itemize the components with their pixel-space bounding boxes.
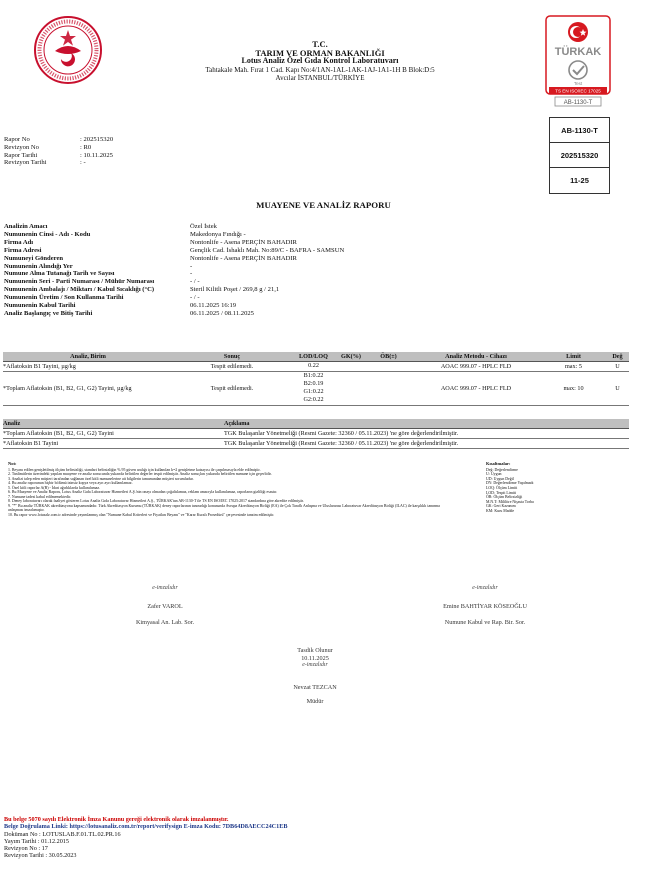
result-eval: U — [606, 361, 629, 371]
note-item: 4. Bu analiz raporunun hiçbir bölümü izinsiz kopya veya ayrı ayrı kullanılamaz. — [8, 481, 133, 485]
svg-text:AB-1130-T: AB-1130-T — [563, 100, 593, 106]
id-box-report-no: 202515320 — [550, 143, 609, 168]
col-analysis: Analiz, Birim — [3, 352, 173, 361]
abbreviation-item: M.N.T: Mililitre Nişasta Torba — [486, 499, 534, 504]
sample-info — [4, 223, 490, 318]
id-box-accreditation: AB-1130-T — [550, 118, 609, 143]
col-lod: LOD/LOQ — [291, 352, 336, 361]
signer-right-name: Emine BAHTİYAR KÖSEOĞLU — [443, 603, 527, 610]
info-row — [4, 263, 490, 271]
limit-row — [3, 428, 629, 438]
result-limit: max: 10 — [541, 371, 606, 405]
limit-analysis: *Toplam Aflatoksin (B1, B2, G1, G2) Tayini — [3, 428, 224, 438]
info-key: Firma Adresi — [4, 246, 42, 254]
info-row — [4, 302, 490, 310]
note-item: 1. Beyanı edilen genişletilmiş ölçüm belirsizliği, standart belirsizliğin % 95 güven aralığı için kullanılan k=2 genişletme katsayısı ile çarpılmasıyla elde edilmiştir. — [8, 467, 261, 472]
note-item: 3. Analizi talep eden müşteri tarafından sağlanan özel kitli numunelerine ait bilgilerin tamamından müşteri sorumludur. — [8, 476, 194, 481]
col-lim-desc: Açıklama — [224, 419, 629, 428]
lod-value: G1:0.22 — [303, 388, 324, 396]
info-row — [4, 278, 490, 286]
svg-text:Test: Test — [573, 81, 583, 86]
info-key: Numunenin Ambalajı / Miktarı / Kabul Sıcaklığı (°C) — [4, 286, 155, 294]
result-value: Tespit edilemedi. — [173, 371, 291, 405]
ministry-seal-logo — [33, 15, 103, 85]
lod-value: B1:0.22 — [303, 371, 324, 379]
result-method: AOAC 999.07 - HPLC FLD — [411, 361, 541, 371]
report-id-box — [549, 117, 610, 194]
esign-warning: Bu belge 5070 sayılı Elektronik İmza Kanunu gereği elektronik olarak imzalanmıştır. — [4, 816, 229, 823]
info-value: - — [190, 270, 193, 278]
info-value: - / - — [190, 294, 200, 302]
info-row — [4, 223, 490, 231]
abbreviation-item: Değ: Değerlendirme — [486, 467, 518, 472]
info-row — [4, 310, 490, 318]
result-row — [3, 361, 629, 371]
signer-left-role: Kimyasal An. Lab. Sor. — [135, 619, 195, 626]
limit-analysis: *Aflatoksin B1 Tayini — [3, 438, 224, 448]
note-item: 7. Numune iadesi kabul edilmemektedir. — [8, 494, 72, 499]
lod-value: G2:0.22 — [303, 396, 324, 404]
abbreviation-item: UD: Uygun Değil — [486, 476, 514, 481]
header-line-tc: T.C. — [312, 39, 328, 49]
header-line-address: Tahtakale Mah. Fırat 1 Cad. Kapı No:4/1AN-1AL-1AK-1AJ-1A1-1H B Blok:D:5 — [205, 65, 435, 74]
info-value: Özel İstek — [190, 223, 217, 230]
result-method: AOAC 999.07 - HPLC FLD — [411, 371, 541, 405]
col-lim-analysis: Analiz — [3, 419, 224, 428]
limit-desc: TGK Bulaşanlar Yönetmeliği (Resmi Gazete: 32360 / 05.11.2023) 'ne göre değerlendirilmiştir. — [224, 438, 629, 448]
col-method: Analiz Metodu - Cihazı — [411, 352, 541, 361]
info-key: Numunenin Seri - Parti Numarası / Mühür Numarası — [4, 278, 155, 286]
info-key: Firma Adı — [4, 238, 34, 246]
verification-link[interactable]: Belge Doğrulama Linki: https://lotusanaliz.com.tr/report/verifysign E-imza Kodu: 7DB64D8AECC24C1EB — [4, 823, 288, 831]
signer-left-name: Zafer VAROL — [147, 603, 183, 610]
header-line-ministry: TARIM VE ORMAN BAKANLIĞI — [255, 47, 385, 58]
notes-section — [8, 462, 448, 517]
meta-value: : R0 — [80, 143, 92, 151]
header-line-city: Avcılar İSTANBUL/TÜRKİYE — [275, 74, 365, 83]
info-key: Numune Alma Tutanağı Tarih ve Sayısı — [4, 270, 115, 278]
abbreviation-item: GK: Geri Kazanım — [486, 504, 516, 509]
meta-key: Rapor Tarihi — [4, 151, 38, 159]
director-name: Nevzat TEZCAN — [293, 683, 337, 691]
result-row — [3, 371, 629, 405]
report-meta — [4, 136, 140, 167]
meta-row — [4, 152, 140, 160]
document-footer — [4, 816, 287, 860]
limits-table — [3, 419, 629, 449]
meta-value: : - — [80, 159, 86, 167]
info-row — [4, 231, 490, 239]
info-key: Numunenin Kabul Tarihi — [4, 302, 76, 310]
meta-value: : 10.11.2025 — [80, 151, 113, 159]
result-gk — [336, 361, 366, 371]
result-ob — [366, 361, 411, 371]
lod-value: B2:0.19 — [303, 379, 324, 387]
info-key: Numuneyi Gönderen — [4, 254, 64, 262]
limit-row — [3, 438, 629, 448]
info-row — [4, 255, 490, 263]
svg-text:TÜRKAK: TÜRKAK — [554, 46, 602, 58]
meta-value: : 202515320 — [80, 136, 114, 143]
note-item: 8. Deney laboratuvarı olarak faaliyet gösteren Lotus Analiz Gıda Laboratuvar Hizmetleri A.Ş., TÜRKAK'tan AB-1130-T ile TS EN ISO/IEC 17025:2017 standardına göre akredite edilmiştir. — [8, 499, 304, 503]
header-line-lab: Lotus Analiz Özel Gıda Kontrol Laboratuvarı — [241, 56, 399, 66]
info-value: 06.11.2025 / 08.11.2025 — [190, 309, 254, 317]
id-box-period: 11-25 — [570, 176, 589, 185]
col-ob: ÖB(±) — [366, 352, 411, 361]
meta-row — [4, 159, 140, 167]
result-ob — [366, 371, 411, 405]
info-value: Gençlik Cad. İshaklı Mah. No:89/C - BAFRA - SAMSUN — [190, 246, 345, 254]
info-key: Numunenin Üretim / Son Kullanma Tarihi — [4, 294, 124, 302]
abbreviation-item: LOD: Tespit Limiti — [486, 490, 517, 495]
info-key: Numunenin Alındığı Yer — [4, 262, 73, 270]
info-value: Steril Kilitli Poşet / 269,8 g / 21,1 — [190, 286, 280, 294]
info-value: Nontonlife - Asena PERÇİN BAHADIR — [190, 238, 297, 246]
info-value: Makedonya Fındığı - — [190, 230, 246, 238]
publication-date: Yayım Tarihi : 01.12.2015 — [4, 837, 69, 845]
approval-date: 10.11.2025 — [301, 654, 329, 662]
info-value: - / - — [190, 278, 200, 286]
col-eval: Değ — [606, 352, 629, 361]
signature-left — [95, 585, 235, 626]
info-key: Analiz Başlangıç ve Bitiş Tarihi — [4, 309, 93, 317]
notes-title: Not: — [8, 461, 17, 466]
note-item: 2. Tanlimitlerin üzerindeki yapılan muayene ve analiz sonucunda yukarıda belirtilen değerler tespit edilmiştir. Analiz sonuçları yukarıda belirtilen numune için geçerlidir. — [8, 472, 272, 476]
note-item: 6. Bu Muayene ve Analiz Raporu, Lotus Analiz Gıda Laboratuvar Hizmetleri A.Ş.'nin onayı olmadan çoğaltılamaz, reklam amacıyla kullanılamaz, raporların gizliliği esastır. — [8, 490, 278, 494]
limits-header-row — [3, 419, 629, 428]
info-row — [4, 294, 490, 302]
info-row — [4, 270, 490, 278]
meta-row — [4, 144, 140, 152]
result-analysis: *Aflatoksin B1 Tayini, µg/kg — [3, 361, 173, 371]
note-item: 5. Özel kitli raporlar A(B) - İdari ağırlıklarda kullanılamaz. — [8, 485, 101, 490]
meta-row — [4, 136, 140, 144]
abbreviation-item: KM: Kuru Madde — [486, 508, 515, 513]
result-analysis: *Toplam Aflatoksin (B1, B2, G1, G2) Tayini, µg/kg — [3, 371, 173, 405]
note-item: 9. "*" Bu analiz TÜRKAK akreditasyonu kapsamındadır. Türk Akreditasyon Kurumu (TÜRKAK) deney raporlarının tanınırlığı konusunda Avrupa Akreditasyon Birliği (EA) ile Çok Taraflı Anlaşma ve Uluslararası Laboratuvar Akreditasyon Birliği (ILAC) ile karşılıklı tanınma anlaşması imzalamıştır. — [8, 503, 440, 512]
abbreviations-section — [486, 462, 626, 514]
signature-center — [255, 647, 375, 706]
director-role: Müdür — [306, 698, 324, 705]
result-lod — [291, 361, 336, 371]
result-gk — [336, 371, 366, 405]
eimza-center: e-imzalıdır — [302, 662, 328, 668]
info-key: Analizin Amacı — [4, 223, 48, 230]
eimza-right: e-imzalıdır — [472, 585, 498, 591]
abbreviation-item: DY: Değerlendirme Yapılmadı — [486, 481, 534, 486]
limit-desc: TGK Bulaşanlar Yönetmeliği (Resmi Gazete: 32360 / 05.11.2023) 'ne göre değerlendirilmiştir. — [224, 428, 629, 438]
results-table — [3, 352, 629, 406]
col-gk: GK(%) — [336, 352, 366, 361]
result-limit: max: 5 — [541, 361, 606, 371]
signer-right-role: Numune Kabul ve Rap. Bir. Sor. — [444, 619, 526, 626]
approval-label: Tasdik Olunur — [297, 647, 333, 654]
signature-right — [400, 585, 570, 626]
result-lod — [291, 371, 336, 405]
info-row — [4, 247, 490, 255]
col-result: Sonuç — [173, 352, 291, 361]
meta-key: Rapor No — [4, 136, 30, 143]
abbreviations-title: Kısaltmalar: — [486, 461, 511, 466]
report-title: MUAYENE VE ANALİZ RAPORU — [256, 200, 391, 210]
lod-value: 0.22 — [308, 361, 319, 369]
abbreviation-item: LOQ: Ölçüm Limiti — [486, 485, 518, 490]
result-value: Tespit edilemedi. — [173, 361, 291, 371]
info-row — [4, 286, 490, 294]
turkak-accreditation-logo — [545, 15, 611, 107]
info-key: Numunenin Cinsi - Adı - Kodu — [4, 230, 91, 238]
eimza-left: e-imzalıdır — [152, 585, 178, 591]
meta-key: Revizyon Tarihi — [4, 159, 47, 167]
col-limit: Limit — [541, 352, 606, 361]
info-value: Nontonlife - Asena PERÇİN BAHADIR — [190, 254, 297, 262]
abbreviation-item: U: Uygun — [486, 472, 502, 477]
info-value: - — [190, 262, 193, 270]
info-row — [4, 239, 490, 247]
abbreviation-item: ÖB: Ölçüm Belirsizliği — [486, 495, 523, 500]
result-eval: U — [606, 371, 629, 405]
meta-key: Revizyon No — [4, 143, 39, 151]
lab-header — [150, 40, 490, 83]
svg-text:TS EN ISO/IEC 17025: TS EN ISO/IEC 17025 — [555, 88, 601, 94]
revision-date: Revizyon Tarihi : 30.05.2023 — [4, 852, 77, 860]
note-item: 10. Bu rapor www.lotusalz.com.tr adresinde yayımlanmış olan "Numune Kabul Kriterleri ve Fiyatları Beyanı" ve "Karar Kuralı Prosedürü" çerçevesinde tanzim edilmiştir. — [8, 512, 275, 517]
doc-number: Doküman No : LOTUSLAB.F.01.TL.02.PR.16 — [4, 830, 121, 838]
info-value: 06.11.2025 16:19 — [190, 302, 237, 310]
results-header-row — [3, 352, 629, 361]
revision-number: Revizyon No : 17 — [4, 845, 48, 853]
